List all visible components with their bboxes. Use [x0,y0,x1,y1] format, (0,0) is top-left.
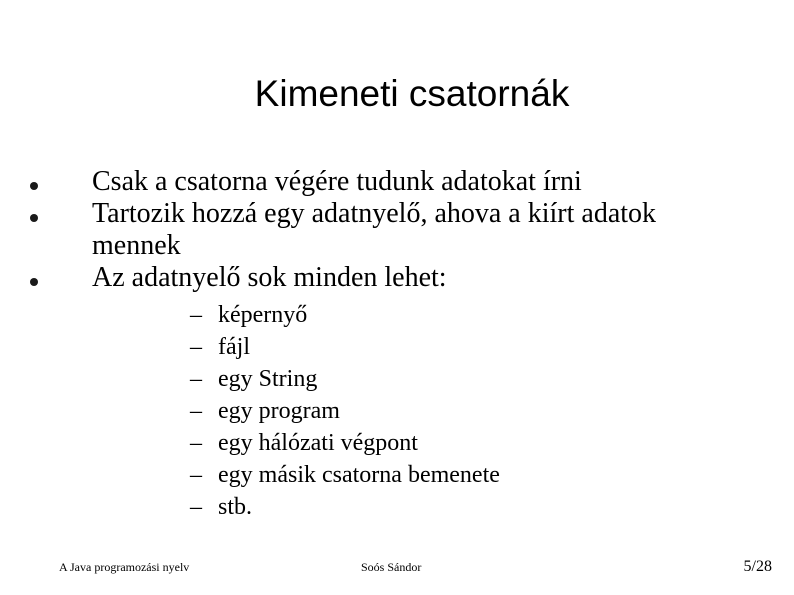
bullet-text: Az adatnyelő sok minden lehet: [92,262,447,293]
bullet-list [0,166,794,523]
dash-icon: – [190,494,202,520]
sub-bullet-item [92,363,662,395]
dash-icon: – [190,462,202,488]
bullet-dot-icon [30,214,38,222]
sub-bullet-text: fájl [218,334,250,360]
bullet-text: Csak a csatorna végére tudunk adatokat írni [92,166,582,197]
sub-bullet-item [92,331,662,363]
dash-icon: – [190,302,202,328]
sub-bullet-item [92,427,662,459]
dash-icon: – [190,366,202,392]
bullet-item [0,166,662,198]
sub-bullet-item [92,491,662,523]
sub-bullet-item [92,395,662,427]
bullet-item [0,262,662,523]
sub-bullet-item [92,299,662,331]
sub-bullet-text: stb. [218,494,253,520]
slide-title: Kimeneti csatornák [254,73,570,114]
bullet-dot-icon [30,278,38,286]
dash-icon: – [190,334,202,360]
dash-icon: – [190,430,202,456]
sub-bullet-text: egy másik csatorna bemenete [218,462,500,488]
sub-bullet-item [92,459,662,491]
sub-bullet-text: egy String [218,366,318,392]
sub-bullet-list [92,299,662,523]
footer-course-title: A Java programozási nyelv [59,560,190,574]
bullet-item [0,198,662,262]
bullet-dot-icon [30,182,38,190]
page-number: 5/28 [743,558,772,575]
bullet-text: Tartozik hozzá egy adatnyelő, ahova a kiírt adatok mennek [92,198,657,261]
sub-bullet-text: képernyő [218,302,308,328]
dash-icon: – [190,398,202,424]
sub-bullet-text: egy program [218,398,340,424]
footer-author: Soós Sándor [361,560,422,574]
sub-bullet-text: egy hálózati végpont [218,430,418,456]
